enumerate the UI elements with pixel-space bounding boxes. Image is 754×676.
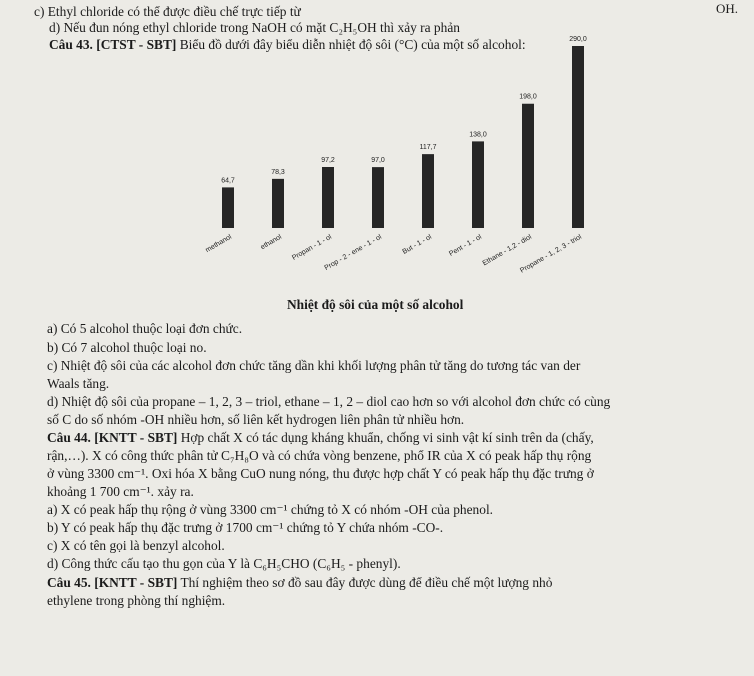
value-label-ethanol: 78,3 (271, 168, 285, 176)
bar-pent-1-ol (472, 141, 484, 228)
bar-prop-2-ene-1-ol (372, 167, 384, 228)
category-label-ethane-1-2-diol: Ethane - 1,2 - diol (481, 233, 533, 268)
q43-label: Câu 43. [CTST - SBT] (49, 37, 177, 52)
q45-label: Câu 45. [KNTT - SBT] (47, 575, 178, 590)
bar-propan-1-ol (322, 167, 334, 228)
q43-option-a: a) Có 5 alcohol thuộc loại đơn chức. (47, 321, 243, 336)
q43-option-d: d) Nhiệt độ sôi của propane – 1, 2, 3 – triol, ethane – 1, 2 – diol cao hơn so với alcohol đơn chức có cùng (47, 394, 611, 409)
bar-ethanol (272, 179, 284, 228)
category-label-but-1-ol: But - 1 - ol (401, 233, 433, 256)
q44-option-b: b) Y có peak hấp thụ đặc trưng ở 1700 cm⁻¹ chứng tỏ Y chứa nhóm -CO-. (47, 520, 444, 535)
q44-option-a: a) X có peak hấp thụ rộng ở vùng 3300 cm⁻¹ chứng tỏ X có nhóm -OH của phenol. (47, 502, 494, 517)
category-label-ethanol: ethanol (259, 233, 283, 252)
bar-but-1-ol (422, 154, 434, 228)
q44-line-3: ở vùng 3300 cm⁻¹. Oxi hóa X bằng CuO nung nóng, thu được hợp chất Y có peak hấp thụ đặc trưng ở (47, 466, 594, 481)
q45-line-2: ethylene trong phòng thí nghiệm. (47, 593, 226, 608)
value-label-pent-1-ol: 138,0 (469, 131, 487, 139)
value-label-propan-1-ol: 97,2 (321, 156, 335, 164)
q42-option-d: d) Nếu đun nóng ethyl chloride trong NaOH có mặt C₂H₅OH thì xảy ra phản (49, 20, 460, 35)
value-label-but-1-ol: 117,7 (419, 144, 437, 152)
category-label-propane-1-2-3-triol: Propane - 1, 2, 3 - triol (519, 233, 583, 275)
bars-group (222, 46, 584, 228)
bar-methanol (222, 187, 234, 228)
category-label-prop-2-ene-1-ol: Prop - 2 - ene - 1 - ol (323, 233, 383, 273)
category-label-pent-1-ol: Pent - 1 - ol (448, 233, 483, 258)
q44-text-1: Hợp chất X có tác dụng kháng khuẩn, chống vi sinh vật kí sinh trên da (chấy, (180, 430, 594, 445)
category-label-methanol: methanol (204, 233, 233, 255)
q44-line-2: rận,…). X có công thức phân tử C₇H₈O và có chứa vòng benzene, phổ IR của X có peak hấp thụ rộng (47, 448, 592, 463)
corner-text: OH. (716, 1, 739, 16)
q43-option-b: b) Có 7 alcohol thuộc loại no. (47, 340, 207, 355)
q43-option-d-cont: số C do số nhóm -OH nhiều hơn, số liên kết hydrogen liên phân tử nhiều hơn. (47, 412, 465, 427)
q44-line-1 (47, 430, 594, 446)
bar-ethane-1-2-diol (522, 104, 534, 228)
chart-title: Nhiệt độ sôi của một số alcohol (287, 297, 464, 312)
q45-line-1 (47, 575, 552, 591)
category-label-propan-1-ol: Propan - 1 - ol (291, 233, 333, 262)
q43-option-c: c) Nhiệt độ sôi của các alcohol đơn chức tăng dần khi khối lượng phân tử tăng do tương tác van der (47, 358, 581, 373)
q43-text: Biểu đồ dưới đây biểu diễn nhiệt độ sôi (°C) của một số alcohol: (179, 37, 526, 52)
value-label-propane-1-2-3-triol: 290,0 (569, 36, 587, 43)
category-labels-group (205, 233, 584, 274)
q43-option-c-cont: Waals tăng. (47, 376, 110, 391)
bar-propane-1-2-3-triol (572, 46, 584, 228)
value-label-prop-2-ene-1-ol: 97,0 (371, 157, 385, 165)
value-label-methanol: 64,7 (221, 177, 235, 185)
q45-text-1: Thí nghiệm theo sơ đồ sau đây được dùng để điều chế một lượng nhỏ (180, 575, 553, 590)
q42-option-c: c) Ethyl chloride có thể được điều chế trực tiếp từ (34, 4, 301, 19)
boiling-point-chart (200, 30, 587, 292)
q44-option-d: d) Công thức cấu tạo thu gọn của Y là C₆H₅CHO (C₆H₅ - phenyl). (47, 556, 401, 571)
value-label-ethane-1-2-diol: 198,0 (519, 93, 537, 101)
q44-label: Câu 44. [KNTT - SBT] (47, 430, 178, 445)
q44-line-4: khoảng 1 700 cm⁻¹. xảy ra. (47, 484, 194, 499)
q44-option-c: c) X có tên gọi là benzyl alcohol. (47, 538, 225, 553)
